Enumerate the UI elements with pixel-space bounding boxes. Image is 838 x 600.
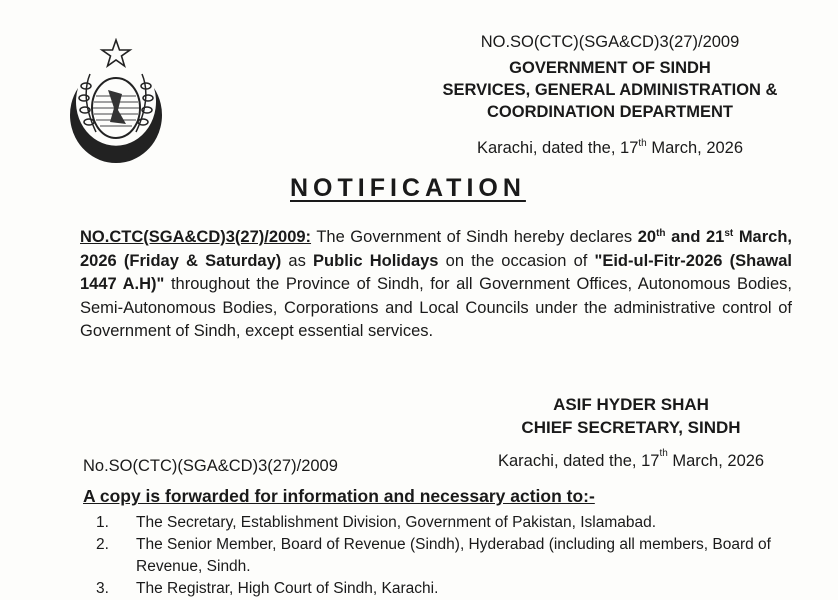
notification-title: NOTIFICATION (290, 174, 526, 202)
signatory-name: ASIF HYDER SHAH (553, 395, 709, 414)
copy-forward-heading: A copy is forwarded for information and necessary action to:- (83, 486, 595, 506)
list-item: 3. The Registrar, High Court of Sindh, Karachi. (96, 580, 439, 597)
signatory-designation: CHIEF SECRETARY, SINDH (521, 418, 741, 437)
footer-date: Karachi, dated the, 17th March, 2026 (498, 448, 765, 470)
notification-body: NO.CTC(SGA&CD)3(27)/2009: The Government of Sindh hereby declares 20th and 21st March, 2026 (Friday & Saturday) as Public Holidays on the occasion of "Eid-ul-Fitr-2026 (Shawal 1447 A.H)" throughout the Province of Sindh, for all Government Offices, Autonomous Bodies, Semi-Autonomous Bodies, Corporations and Local Councils under the administrative control of Government of Sindh, except essential services. (80, 228, 792, 340)
distribution-list (96, 512, 814, 600)
list-item: 1. The Secretary, Establishment Division, Government of Pakistan, Islamabad. (96, 514, 657, 531)
header-ref-number: NO.SO(CTC)(SGA&CD)3(27)/2009 (480, 33, 740, 51)
department-line-1: SERVICES, GENERAL ADMINISTRATION & (442, 81, 778, 99)
list-item: 2. The Senior Member, Board of Revenue (Sindh), Hyderabad (including all members, Board of Revenue, Sindh. (96, 536, 771, 575)
government-name: GOVERNMENT OF SINDH (509, 59, 711, 77)
sindh-government-logo (62, 38, 170, 166)
footer-ref-number: No.SO(CTC)(SGA&CD)3(27)/2009 (83, 457, 338, 475)
header-date: Karachi, dated the, 17th March, 2026 (476, 138, 744, 157)
department-line-2: COORDINATION DEPARTMENT (487, 103, 733, 121)
